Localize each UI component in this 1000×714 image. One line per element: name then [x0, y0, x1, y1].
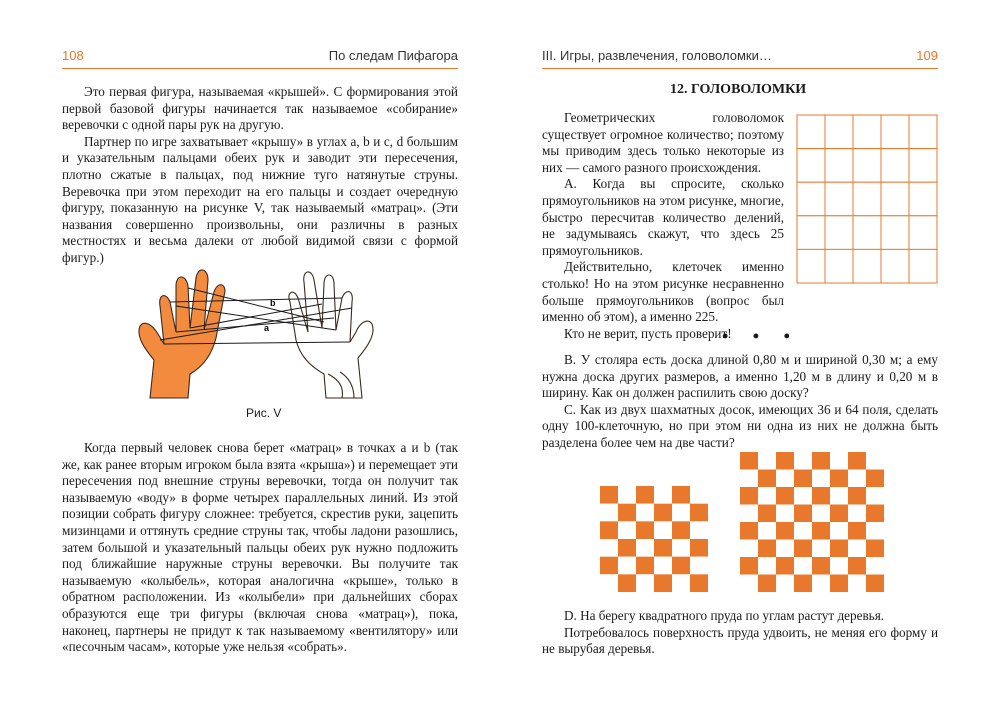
- board-square: [830, 487, 848, 505]
- board-square: [794, 522, 812, 540]
- board-square: [758, 540, 776, 558]
- grid-cell: [825, 182, 853, 216]
- board-square: [672, 574, 690, 592]
- board-square: [776, 540, 794, 558]
- grid-cell: [825, 249, 853, 283]
- board-square: [654, 557, 672, 575]
- paragraph: Когда первый человек снова берет «матрац» в точках a и b (так же, как ранее вторым игроком была взята «крыша») и перемещает эти пересечения под внешние струны веревочки, тогда он получит так называемую «воду» в форме четырех параллельных линий. Из этой позиции собрать фигуру сложнее: требуется, скрестив руки, зацепить мизинцами и оттянуть средние струны так, чтобы ладони разошлись, затем большой и указательный пальцы обеих рук нужно подложить под ближайшие наружные струны веревочки. Вы получите так называемую «колыбель», которая аналогична «крыше», только в обратном расположении. Из «колыбели» при дальнейших сборах образуются еще три фигуры (включая снова «матрац»), пока, наконец, партнеры не придут к так называемому «вентилятору» или «песочным часам», которые уже нельзя «собрать».: [62, 440, 458, 655]
- board-square: [758, 470, 776, 488]
- board-square: [848, 575, 866, 593]
- board-square: [776, 557, 794, 575]
- page-number-right: 109: [916, 48, 938, 63]
- board-square: [672, 557, 690, 575]
- board-square: [830, 452, 848, 470]
- paragraph: Партнер по игре захватывает «крышу» в углах a, b и c, d большим и указательным пальцами обеих рук и заводит эти пересечения, плотно сжатые в пальцах, под нижние туго натянутые струны. Веревочка при этом переходит на его пальцы и создает очередную фигуру, показанную на рисунке V, так называемый «матрац». (Эти названия совершенно произвольны, они различны в разных местностях и весьма далеки от любой видимой связи с формой фигур.): [62, 133, 458, 265]
- board-square: [794, 575, 812, 593]
- board-square: [654, 521, 672, 539]
- board-square: [848, 505, 866, 523]
- board-square: [618, 539, 636, 557]
- board-square: [812, 575, 830, 593]
- board-square: [866, 522, 884, 540]
- board-square: [600, 574, 618, 592]
- grid-cell: [909, 249, 937, 283]
- left-hand: [139, 270, 225, 398]
- grid-cell: [881, 182, 909, 216]
- left-text-top: [62, 84, 458, 267]
- grid-cell: [797, 249, 825, 283]
- board-square: [636, 504, 654, 522]
- string-figure-illustration: [130, 248, 380, 400]
- board-square: [740, 540, 758, 558]
- grid-cell: [853, 182, 881, 216]
- board-square: [672, 521, 690, 539]
- grid-cell: [853, 115, 881, 149]
- board-square: [758, 452, 776, 470]
- board-square: [654, 504, 672, 522]
- board-square: [618, 521, 636, 539]
- board-square: [600, 486, 618, 504]
- grid-cell: [881, 249, 909, 283]
- board-square: [636, 574, 654, 592]
- board-square: [866, 487, 884, 505]
- grid-cell: [825, 115, 853, 149]
- board-square: [740, 452, 758, 470]
- board-square: [812, 505, 830, 523]
- board-square: [812, 557, 830, 575]
- board-square: [618, 504, 636, 522]
- board-square: [740, 557, 758, 575]
- left-text-bottom: [62, 440, 458, 656]
- board-square: [830, 575, 848, 593]
- figure-caption: Рис. V: [246, 406, 282, 420]
- board-square: [848, 522, 866, 540]
- section-separator: • • •: [722, 326, 800, 346]
- board-square: [812, 522, 830, 540]
- board-square: [690, 539, 708, 557]
- grid-cell: [853, 249, 881, 283]
- board-square: [830, 522, 848, 540]
- board-square: [794, 452, 812, 470]
- puzzle-a-text: [542, 110, 784, 342]
- board-square: [654, 574, 672, 592]
- board-square: [794, 540, 812, 558]
- board-square: [758, 487, 776, 505]
- board-square: [758, 575, 776, 593]
- board-square: [758, 505, 776, 523]
- paragraph: Это первая фигура, называемая «крышей». С формирования этой первой базовой фигуры начинается так называемое «собирание» веревочки с одной пары рук на другую.: [62, 84, 458, 133]
- board-square: [830, 505, 848, 523]
- page-number-left: 108: [62, 48, 84, 63]
- board-square: [600, 521, 618, 539]
- board-square: [758, 557, 776, 575]
- board-square: [672, 539, 690, 557]
- board-square: [866, 540, 884, 558]
- grid-cell: [909, 216, 937, 250]
- grid-cell: [909, 149, 937, 183]
- board-square: [654, 486, 672, 504]
- board-square: [830, 540, 848, 558]
- grid-cell: [825, 149, 853, 183]
- board-square: [848, 470, 866, 488]
- board-square: [636, 539, 654, 557]
- paragraph: A. Когда вы спросите, сколько прямоугольников на этом рисунке, многие, быстро пересчитав количество делений, не задумываясь скажут, что здесь 25 прямоугольников.: [542, 176, 784, 258]
- board-square: [600, 557, 618, 575]
- board-square: [690, 557, 708, 575]
- paragraph: C. Как из двух шахматных досок, имеющих 36 и 64 поля, сделать одну 100-клеточную, но при этом ни одна из них не должна быть разделена более чем на две части?: [542, 401, 938, 450]
- grid-cell: [853, 149, 881, 183]
- board-square: [848, 557, 866, 575]
- board-square: [776, 487, 794, 505]
- grid-cell: [881, 115, 909, 149]
- header-rule-left: [62, 68, 458, 69]
- grid-cell: [797, 115, 825, 149]
- section-title: 12. ГОЛОВОЛОМКИ: [670, 82, 807, 97]
- grid-cell: [797, 216, 825, 250]
- board-square: [848, 540, 866, 558]
- right-hand: [289, 272, 373, 398]
- board-square: [812, 470, 830, 488]
- board-square: [830, 470, 848, 488]
- grid-cell: [797, 182, 825, 216]
- board-square: [740, 470, 758, 488]
- board-square: [776, 470, 794, 488]
- board-square: [636, 557, 654, 575]
- board-square: [866, 505, 884, 523]
- board-square: [690, 486, 708, 504]
- header-rule-right: [542, 68, 938, 69]
- chessboard-36: [600, 486, 708, 592]
- board-square: [866, 575, 884, 593]
- board-square: [636, 486, 654, 504]
- grid-cell: [797, 149, 825, 183]
- board-square: [830, 557, 848, 575]
- paragraph: Кто не верит, пусть проверит!: [564, 325, 732, 341]
- board-square: [690, 504, 708, 522]
- board-square: [812, 487, 830, 505]
- puzzle-d-text: [542, 608, 938, 658]
- grid-cell: [909, 115, 937, 149]
- grid-cell: [825, 216, 853, 250]
- paragraph: Действительно, клеточек именно столько! Но на этом рисунке несравненно больше прямоугольников (вопрос был именно об этом), а именно 225.: [542, 259, 784, 325]
- rectangle-grid: [796, 114, 938, 284]
- board-square: [812, 452, 830, 470]
- board-square: [866, 452, 884, 470]
- board-square: [618, 486, 636, 504]
- running-title-left: По следам Пифагора: [328, 48, 458, 63]
- paragraph: Потребовалось поверхность пруда удвоить, не меняя его форму и не вырубая деревья.: [542, 624, 938, 657]
- board-square: [776, 505, 794, 523]
- board-square: [600, 504, 618, 522]
- paragraph: B. У столяра есть доска длиной 0,80 м и шириной 0,30 м; а ему нужна доска других размеров, а именно 1,20 м в длину и 0,20 м в ширину. Как он должен распилить свою доску?: [542, 352, 938, 401]
- grid-cell: [853, 216, 881, 250]
- paragraph: Геометрических головоломок существует огромное количество; поэтому мы приводим здесь только некоторые из них — самого разного происхождения.: [542, 110, 784, 175]
- running-title-right: III. Игры, развлечения, головоломки…: [542, 48, 772, 63]
- board-square: [794, 505, 812, 523]
- board-square: [758, 522, 776, 540]
- board-square: [812, 540, 830, 558]
- board-square: [690, 574, 708, 592]
- puzzle-bc-text: [542, 352, 938, 452]
- board-square: [776, 452, 794, 470]
- board-square: [740, 575, 758, 593]
- board-square: [848, 452, 866, 470]
- board-square: [618, 574, 636, 592]
- board-square: [740, 487, 758, 505]
- board-square: [600, 539, 618, 557]
- grid-cell: [881, 216, 909, 250]
- board-square: [794, 487, 812, 505]
- board-square: [794, 557, 812, 575]
- board-square: [740, 505, 758, 523]
- board-square: [794, 470, 812, 488]
- board-square: [776, 575, 794, 593]
- board-square: [636, 521, 654, 539]
- board-square: [618, 557, 636, 575]
- figure-label-b: b: [270, 298, 276, 308]
- board-square: [740, 522, 758, 540]
- grid-cell: [909, 182, 937, 216]
- grid-cell: [881, 149, 909, 183]
- board-square: [848, 487, 866, 505]
- board-square: [672, 504, 690, 522]
- board-square: [690, 521, 708, 539]
- right-page: [500, 0, 1000, 714]
- board-square: [776, 522, 794, 540]
- board-square: [866, 470, 884, 488]
- figure-label-a: a: [264, 323, 270, 333]
- paragraph: D. На берегу квадратного пруда по углам растут деревья.: [564, 608, 885, 623]
- board-square: [672, 486, 690, 504]
- board-square: [866, 557, 884, 575]
- chessboard-64: [740, 452, 884, 592]
- board-square: [654, 539, 672, 557]
